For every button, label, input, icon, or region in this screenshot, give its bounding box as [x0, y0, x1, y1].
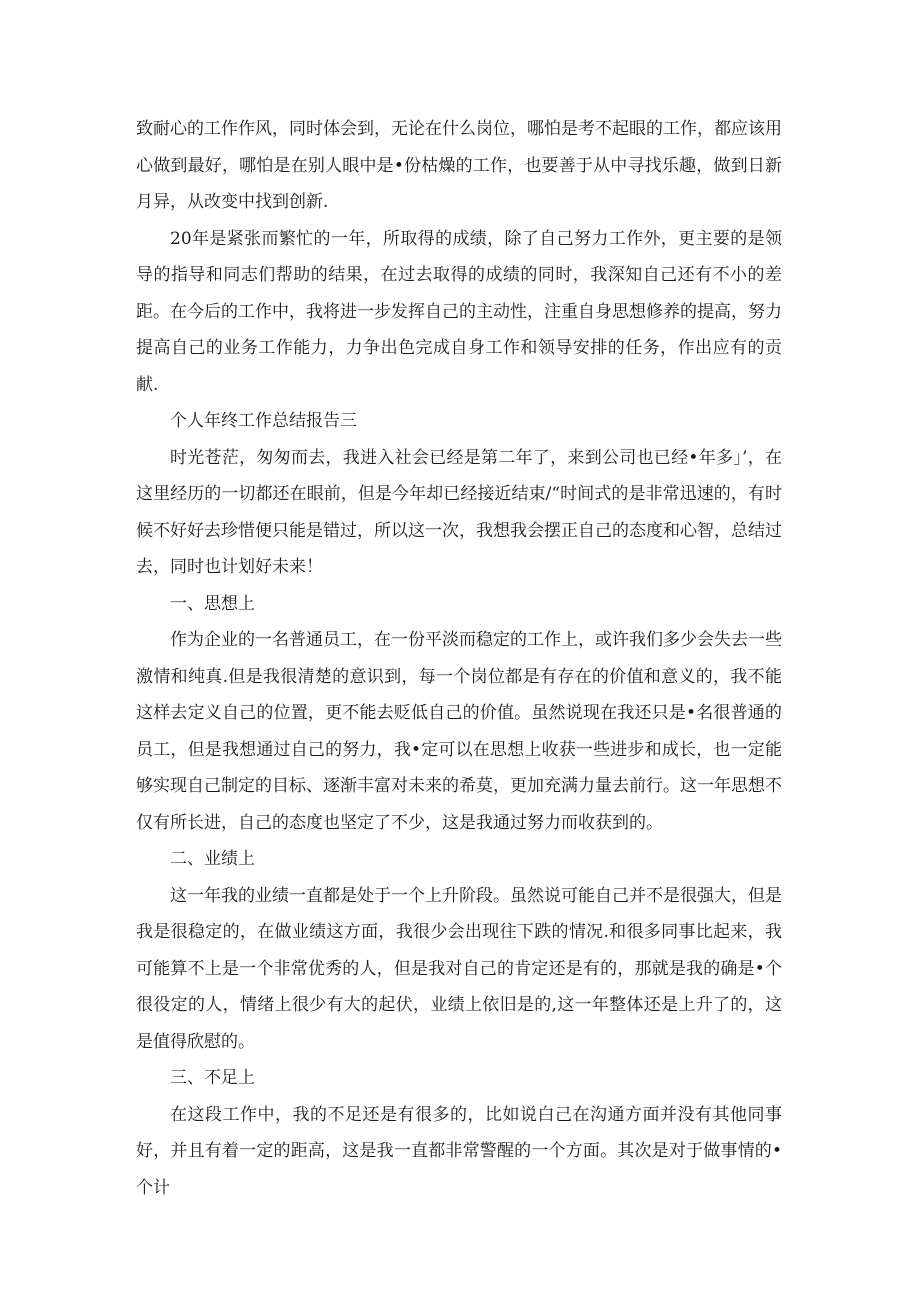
heading-thought: 一、思想上	[170, 593, 255, 614]
paragraph-continuation: 致耐心的工作作风，同时体会到，无论在什么岗位，哪怕是考不起眼的工作，都应该用心做到最好，哪怕是在别人眼中是•份枯燥的工作，也要善于从中寻找乐趣，做到日新月异，从改变中找到创新.	[136, 119, 782, 212]
paragraph-thought: 作为企业的一名普通员工，在一份平淡而稳定的工作上，或许我们多少会失去一些激情和纯真.但是我很清楚的意识到，每一个岗位都是有存在的价值和意义的，我不能这样去定义自己的位置，更不能去贬低自己的价值。虽然说现在我还只是•名很普通的员工，但是我想通过自己的努力，我•定可以在思想上收获一些进步和成长，也一定能够实现自己制定的目标、逐渐丰富对未来的希莫，更加充满力量去前行。这一年思想不仅有所长进，自己的态度也坚定了不少，这是我通过努力而收获到的。	[136, 630, 782, 833]
document-body	[136, 111, 782, 1206]
paragraph-intro: 时光苍茫，匆匆而去，我进入社会已经是第二年了，来到公司也已经•年多」’，在这里经历的一切都还在眼前，但是今年却已经接近结束/“时间式的是非常迅速的，有时候不好好去珍惜便只能是错过，所以这一次，我想我会摆正自己的态度和心智，总结过去，同时也计划好未来！	[136, 447, 782, 577]
paragraph-performance: 这一年我的业绩一直都是处于一个上升阶段。虽然说可能自己并不是很强大，但是我是很稳定的，在做业绩这方面，我很少会出现往下跌的情况.和很多同事比起来，我可能算不上是一个非常优秀的人，但是我对自己的肯定还是有的，那就是我的确是•个很役定的人，情绪上很少有大的起伏，业绩上依旧是的,这一年整体还是上升了的，这是值得欣慰的。	[136, 885, 782, 1052]
section-title: 个人年终工作总结报告三	[170, 411, 357, 431]
paragraph-shortcomings: 在这段工作中，我的不足还是有很多的，比如说白己在沟通方面并没有其他同事好，并且有着一定的距高，这是我一直都非常警醒的一个方面。其次是对于做事情的•个计	[136, 1104, 782, 1198]
heading-performance: 二、业绩上	[170, 849, 255, 869]
paragraph-summary: 20年是紧张而繁忙的一年，所取得的成绩，除了自己努力工作外，更主要的是领导的指导和同志们帮助的结果，在过去取得的成绩的同时，我深知自己还有不小的差距。在今后的工作中，我将进一步发挥自己的主动性，注重自身思想修养的提高，努力提高自己的业务工作能力，力争出色完成自身工作和领导安排的任务，作出应有的贡献.	[136, 228, 782, 395]
heading-shortcomings: 三、不足上	[170, 1068, 255, 1088]
